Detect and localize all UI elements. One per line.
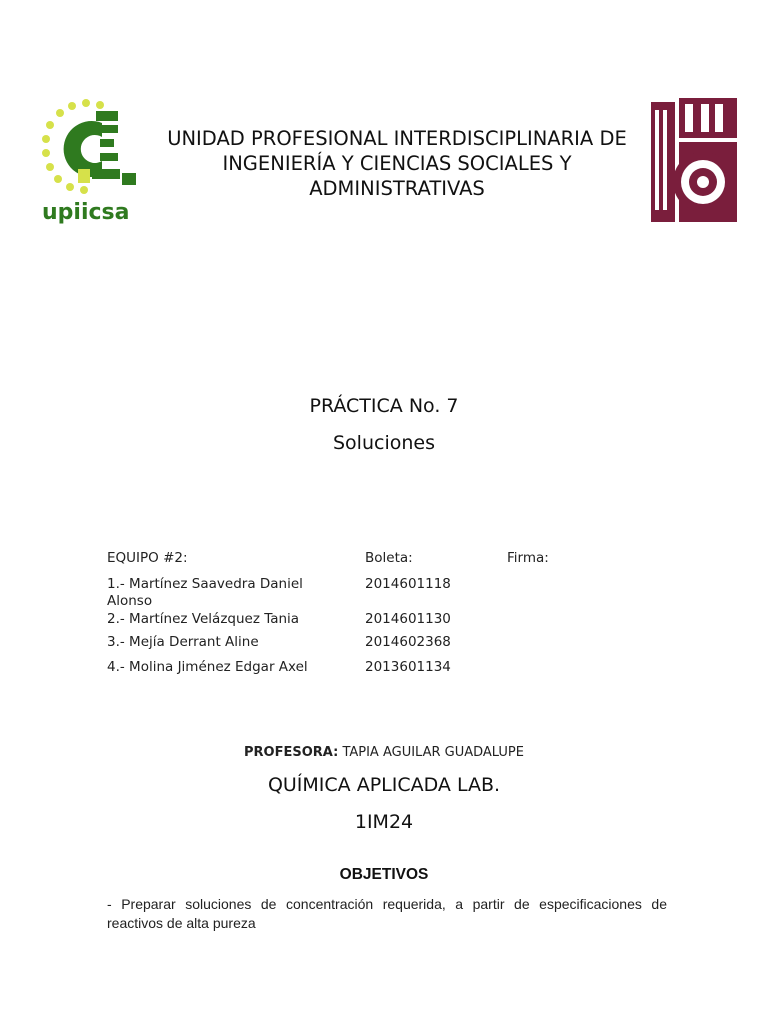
practice-title: PRÁCTICA No. 7	[309, 395, 459, 417]
objectives-text: - Preparar soluciones de concentración requerida, a partir de especificaciones de reactivos de alta pureza	[107, 896, 667, 931]
member-name: 4.- Molina Jiménez Edgar Axel	[107, 659, 308, 675]
member-name: 2.- Martínez Velázquez Tania	[107, 611, 300, 627]
boleta-header: Boleta:	[365, 550, 413, 566]
practice-subtitle: Soluciones	[333, 432, 435, 454]
member-boleta: 2013601134	[365, 659, 451, 675]
svg-text:upiicsa: upiicsa	[42, 200, 130, 225]
member-boleta: 2014601130	[365, 611, 451, 627]
upiicsa-logo	[38, 97, 142, 225]
course-subject: QUÍMICA APLICADA LAB.	[267, 774, 501, 796]
course-group: 1IM24	[354, 811, 414, 833]
member-boleta: 2014602368	[365, 634, 451, 650]
member-name: 1.- Martínez Saavedra Daniel Alonso	[107, 576, 303, 609]
professor-label: PROFESORA:	[244, 745, 339, 760]
member-boleta: 2014601118	[365, 576, 451, 592]
professor-name: TAPIA AGUILAR GUADALUPE	[342, 745, 524, 760]
firma-header: Firma:	[507, 550, 549, 566]
objectives-heading: OBJETIVOS	[339, 866, 429, 883]
member-name: 3.- Mejía Derrant Aline	[107, 634, 259, 650]
ipn-logo	[645, 92, 741, 230]
institution-name: UNIDAD PROFESIONAL INTERDISCIPLINARIA DE INGENIERÍA Y CIENCIAS SOCIALES Y ADMINISTRATIVAS	[167, 127, 627, 200]
professor-line	[0, 745, 768, 760]
team-header: EQUIPO #2:	[107, 550, 188, 566]
